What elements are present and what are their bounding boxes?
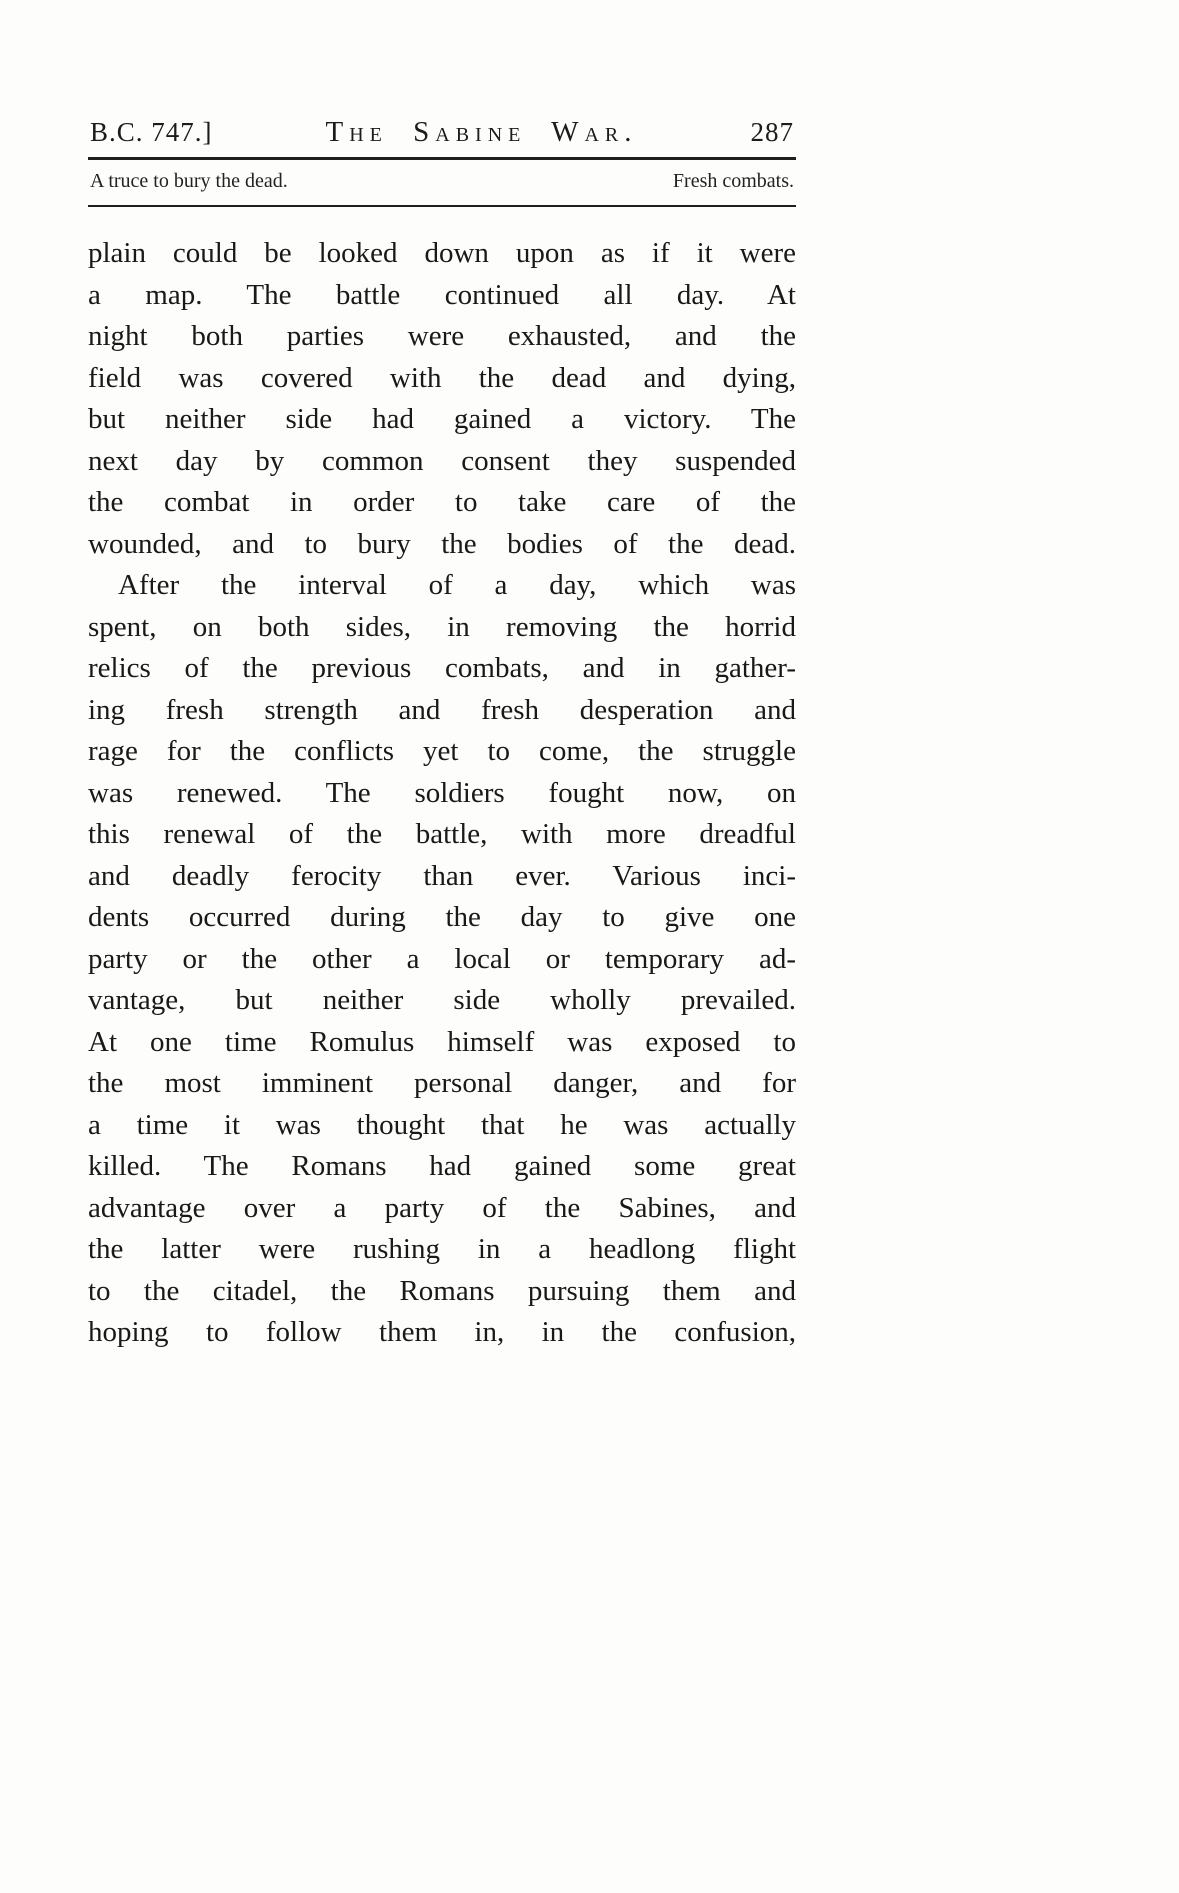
body-line: advantage over a party of the Sabines, and bbox=[88, 1191, 796, 1224]
body-line: the most imminent personal danger, and for bbox=[88, 1067, 796, 1099]
body-line: plain could be looked down upon as if it were bbox=[88, 237, 796, 269]
subheader-left: A truce to bury the dead. bbox=[90, 170, 288, 192]
body-line: rage for the conflicts yet to come, the struggle bbox=[88, 735, 796, 767]
book-page bbox=[0, 0, 800, 1354]
body-line: the combat in order to take care of the bbox=[88, 486, 796, 518]
body-line: was renewed. The soldiers fought now, on bbox=[88, 776, 796, 809]
body-line: hoping to follow them in, in the confusion, bbox=[88, 1316, 796, 1348]
body-line: party or the other a local or temporary ad- bbox=[88, 942, 796, 975]
page-content bbox=[88, 116, 796, 1354]
header-title: The Sabine War. bbox=[325, 116, 638, 148]
body-line: After the interval of a day, which was bbox=[118, 569, 796, 601]
body-line: to the citadel, the Romans pursuing them and bbox=[88, 1274, 796, 1307]
body-line: killed. The Romans had gained some great bbox=[88, 1150, 796, 1182]
subheader-right: Fresh combats. bbox=[672, 170, 794, 192]
header-date: B.C. 747.] bbox=[90, 117, 213, 147]
body-line: spent, on both sides, in removing the horrid bbox=[88, 610, 796, 643]
body-line: vantage, but neither side wholly prevailed. bbox=[88, 984, 796, 1016]
body-line: next day by common consent they suspended bbox=[88, 444, 796, 477]
body-line: the latter were rushing in a headlong flight bbox=[88, 1233, 796, 1265]
page-number: 287 bbox=[750, 117, 794, 147]
body-line: field was covered with the dead and dying, bbox=[88, 361, 796, 394]
subheader-rule bbox=[88, 205, 796, 207]
body-line: relics of the previous combats, and in gather- bbox=[88, 652, 796, 684]
body-line: a map. The battle continued all day. At bbox=[88, 278, 796, 311]
body-line: and deadly ferocity than ever. Various inci- bbox=[88, 859, 796, 892]
body-line: this renewal of the battle, with more dreadful bbox=[88, 818, 796, 850]
body-line: a time it was thought that he was actually bbox=[88, 1108, 796, 1141]
body-line: At one time Romulus himself was exposed to bbox=[88, 1025, 796, 1058]
body-line: night both parties were exhausted, and the bbox=[88, 320, 796, 352]
body-line: wounded, and to bury the bodies of the dead. bbox=[88, 527, 796, 560]
body-line: ing fresh strength and fresh desperation and bbox=[88, 693, 796, 726]
body-text bbox=[88, 233, 796, 1354]
body-line: but neither side had gained a victory. The bbox=[88, 403, 796, 435]
running-header bbox=[88, 116, 796, 157]
subheader bbox=[88, 160, 796, 205]
body-line: dents occurred during the day to give one bbox=[88, 901, 796, 933]
